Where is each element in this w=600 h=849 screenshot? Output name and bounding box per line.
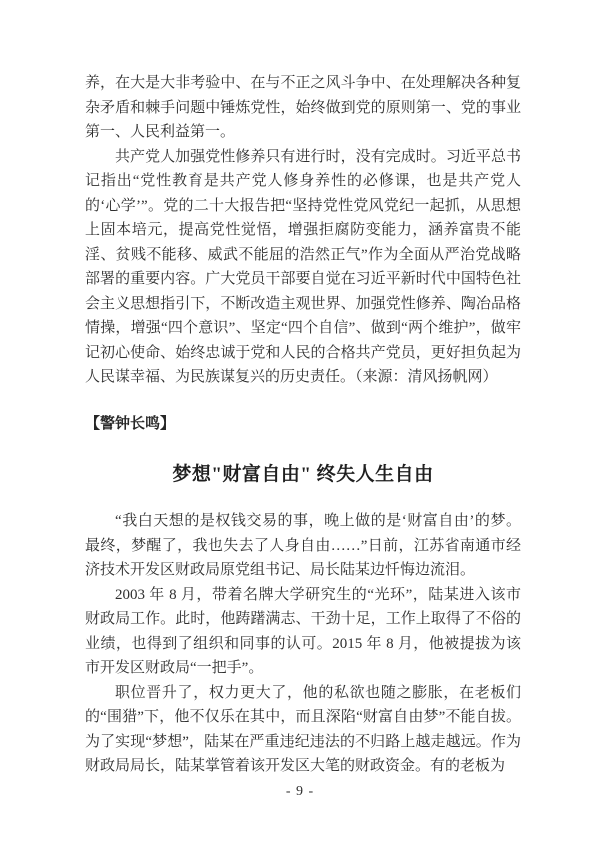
page-content bbox=[85, 71, 521, 779]
paragraph-career: 2003 年 8 月，带着名牌大学研究生的“光环”，陆某进入该市财政局工作。此时，他踌躇满志、干劲十足，工作上取得了不俗的业绩，也得到了组织和同事的认可。2015 年 8 月，他被提拔为该市开发区财政局“一把手”。 bbox=[85, 586, 521, 676]
paragraph-corruption: 职位晋升了，权力更大了，他的私欲也随之膨胀，在老板们的“围猎”下，他不仅乐在其中，而且深陷“财富自由梦”不能自拔。为了实现“梦想”，陆某在严重违纪违法的不归路上越走越远。作为财政局局长，陆某掌管着该开发区大笔的财政资金。有的老板为 bbox=[85, 684, 521, 774]
paragraph-party-spirit: 共产党人加强党性修养只有进行时，没有完成时。习近平总书记指出“党性教育是共产党人修身养性的必修课，也是共产党人的‘心学’”。党的二十大报告把“坚持党性党风党纪一起抓，从思想上固本培元，提高党性觉悟，增强拒腐防变能力，涵养富贵不能淫、贫贱不能移、威武不能屈的浩然正气”作为全面从严治党战略部署的重要内容。广大党员干部要自觉在习近平新时代中国特色社会主义思想指引下，不断改造主观世界、加强党性修养、陶冶品格情操，增强“四个意识”、坚定“四个自信”、做到“两个维护”，做牢记初心使命、始终忠诚于党和人民的合格共产党员，更好担负起为人民谋幸福、为民族谋复兴的历史责任。（来源：清风扬帆网） bbox=[85, 148, 521, 385]
paragraph-confession: “我白天想的是权钱交易的事，晚上做的是‘财富自由’的梦。最终，梦醒了，我也失去了人身自由……”日前，江苏省南通市经济技术开发区财政局原党组书记、局长陆某边忏悔边流泪。 bbox=[85, 513, 521, 578]
page-number: - 9 - bbox=[285, 784, 315, 799]
section-header-alarm-bell: 【警钟长鸣】 bbox=[85, 415, 176, 432]
paragraph-continuation: 养，在大是大非考验中、在与不正之风斗争中、在处理解决各种复杂矛盾和棘手问题中锤炼党性，始终做到党的原则第一、党的事业第一、人民利益第一。 bbox=[85, 75, 521, 140]
article-title: 梦想"财富自由" 终失人生自由 bbox=[172, 464, 434, 485]
